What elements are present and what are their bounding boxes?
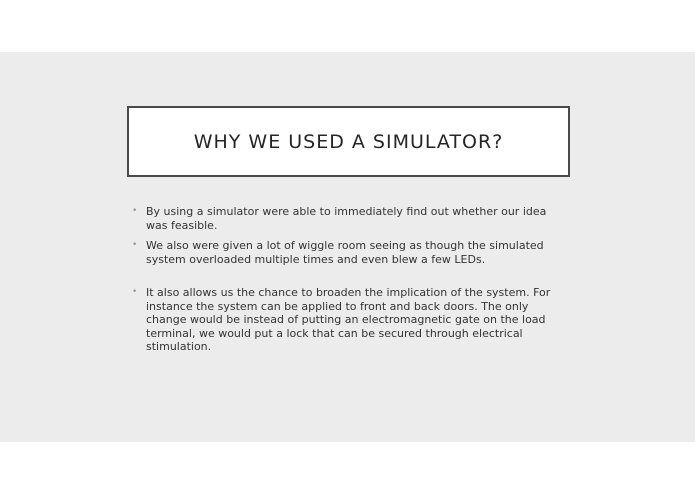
bullet-item	[132, 205, 562, 232]
slide-title: WHY WE USED A SIMULATOR?	[193, 130, 504, 153]
bullet-dot-icon: •	[132, 287, 138, 297]
slide	[0, 52, 695, 442]
title-box	[127, 106, 570, 177]
bullet-text: By using a simulator were able to immediately find out whether our idea was feasible.	[146, 205, 547, 232]
bullet-text: We also were given a lot of wiggle room seeing as though the simulated system overloaded multiple times and even blew a few LEDs.	[146, 239, 544, 266]
bullet-item	[132, 239, 562, 266]
bullet-item	[132, 286, 562, 354]
bullet-dot-icon: •	[132, 206, 138, 216]
bullet-text: It also allows us the chance to broaden the implication of the system. For instance the system can be applied to front and back doors. The only change would be instead of putting an electromagnetic gate on the load terminal, we would put a lock that can be secured through electrical stimulation.	[146, 286, 551, 353]
bullet-list	[132, 205, 562, 361]
bullet-dot-icon: •	[132, 240, 138, 250]
